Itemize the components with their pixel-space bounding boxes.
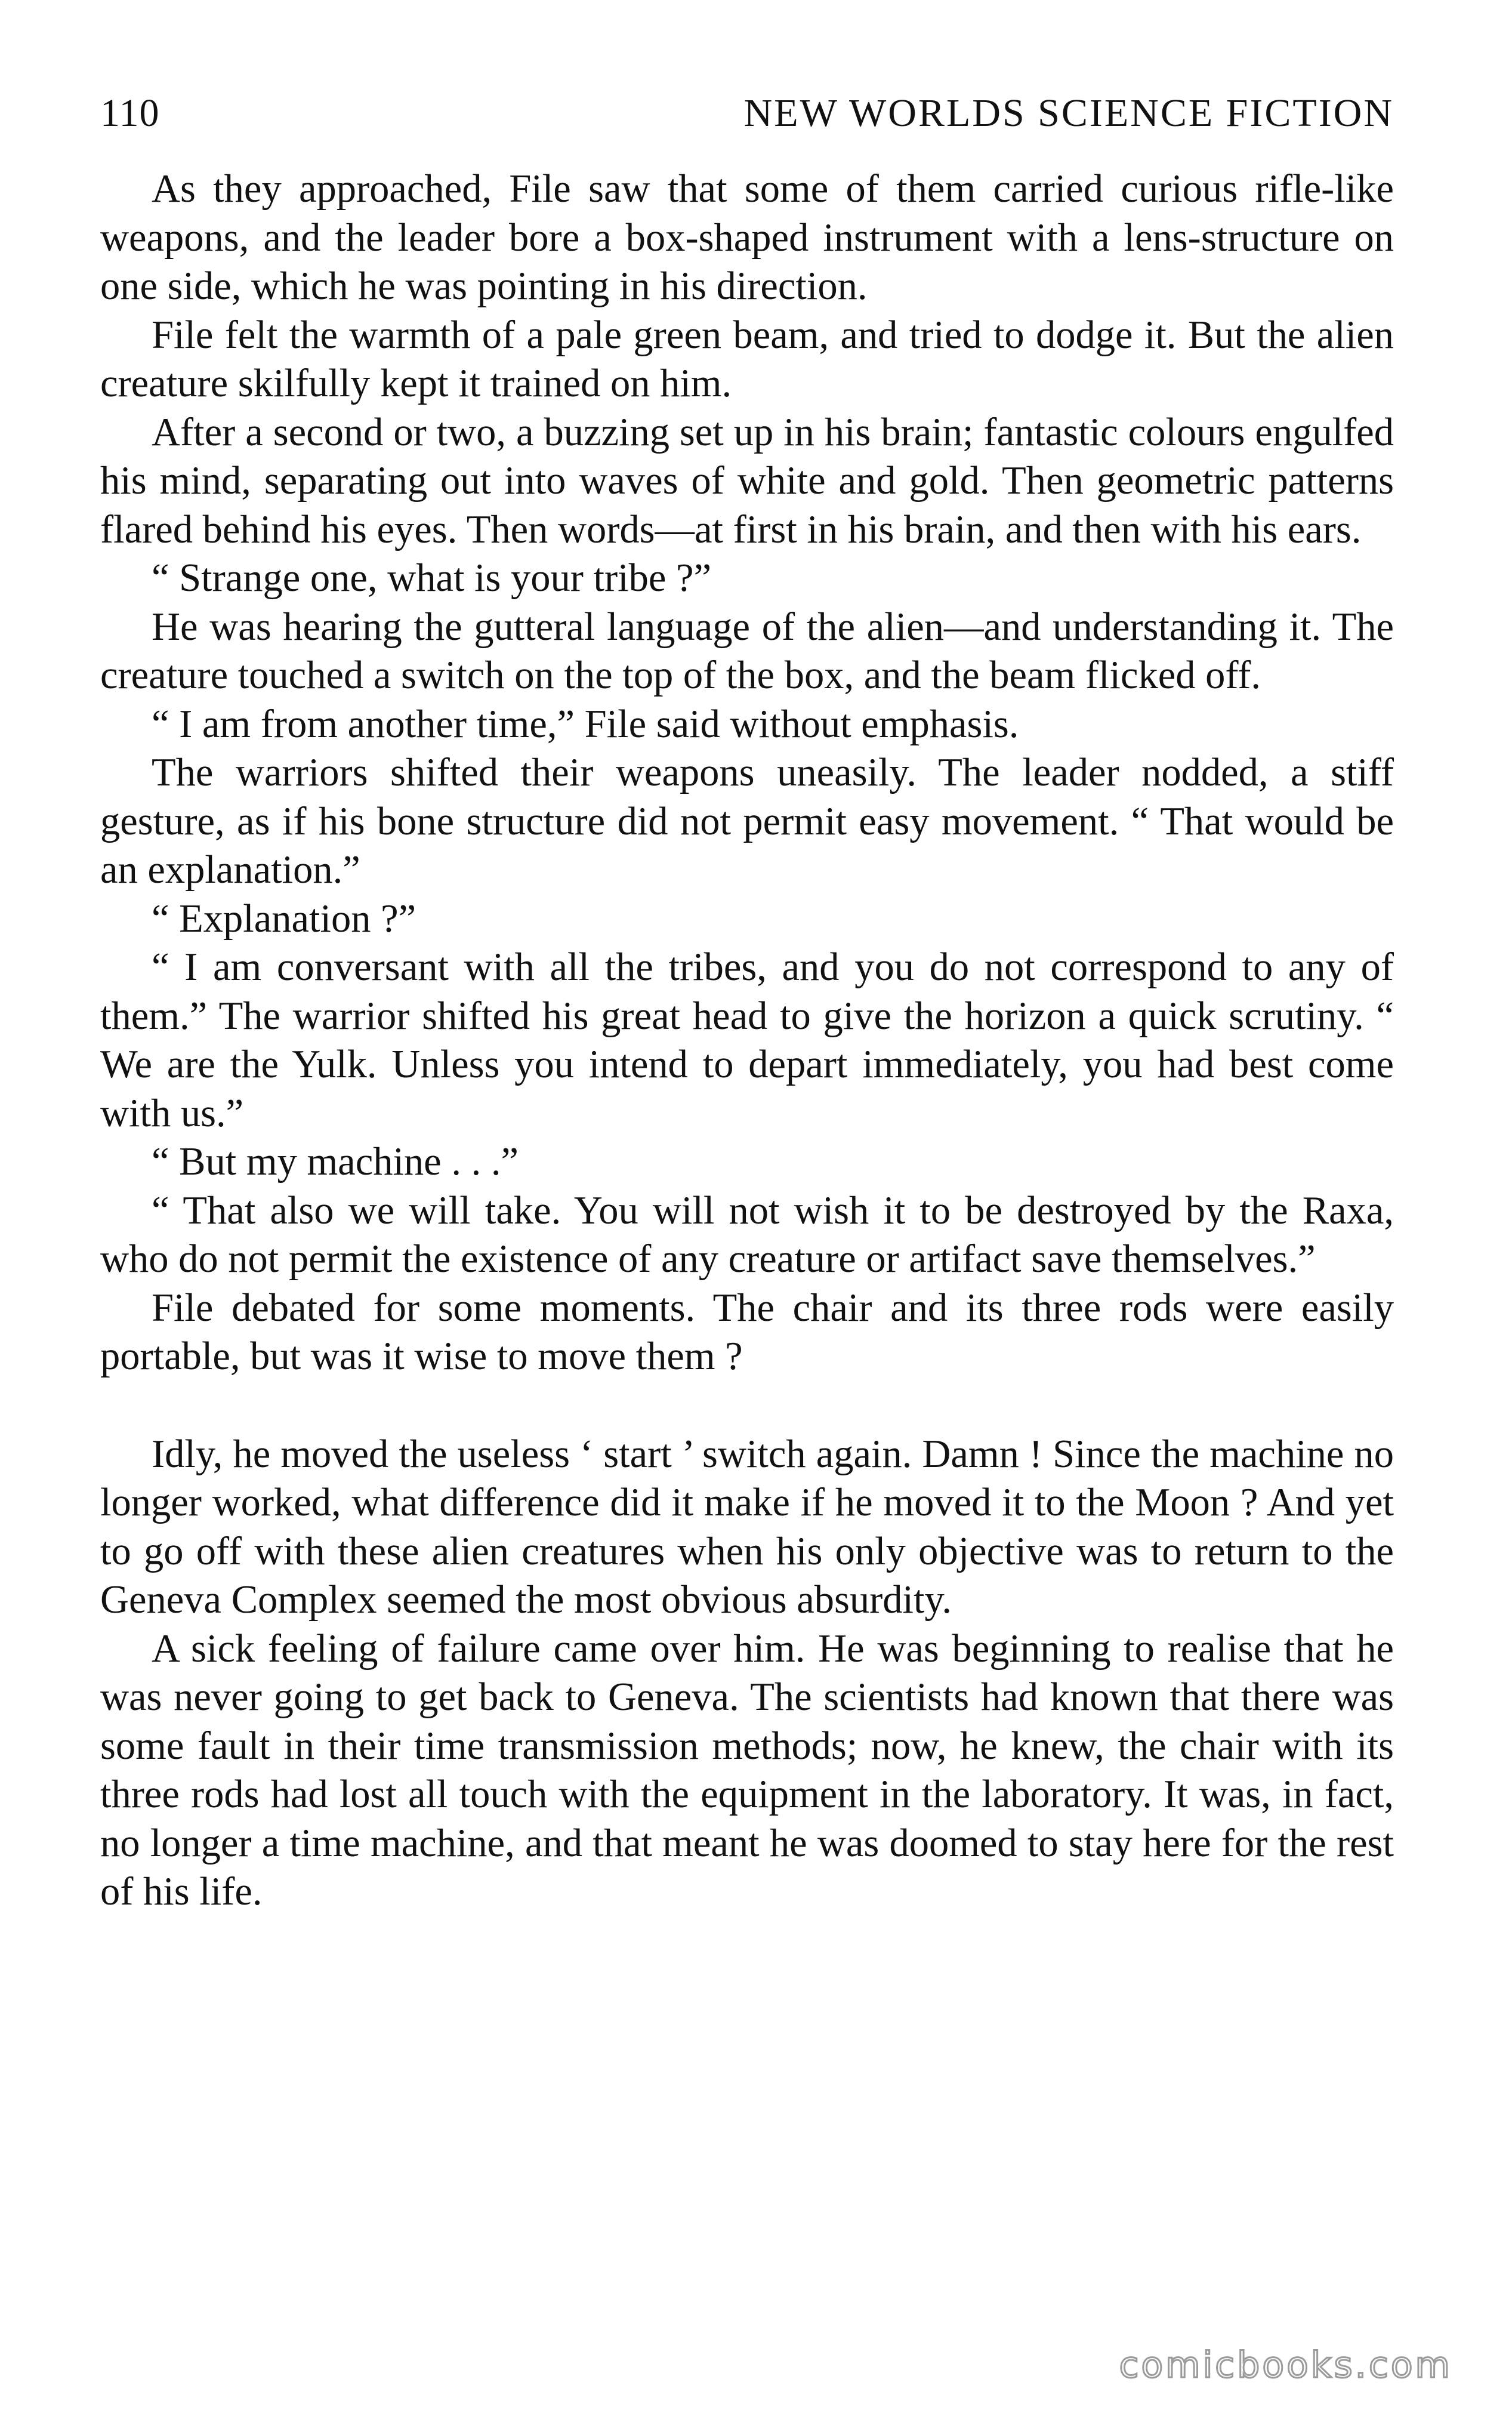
paragraph: Idly, he moved the useless ‘ start ’ switch again. Damn ! Since the machine no longer worked, what difference did it make if he moved it to the Moon ? And yet to go off with these alien creatures when his only objective was to return to the Geneva Complex seemed the most obvious absurdity. [100, 1432, 1394, 1622]
paragraph: File debated for some moments. The chair and its three rods were easily portable, but was it wise to move them ? [100, 1286, 1394, 1378]
paragraph: “ I am conversant with all the tribes, and you do not correspond to any of them.” The warrior shifted his great head to give the horizon a quick scrutiny. “ We are the Yulk. Unless you intend to depart immediately, you had best come with us.” [100, 945, 1394, 1135]
paragraph: A sick feeling of failure came over him. He was beginning to realise that he was never going to get back to Geneva. The scientists had known that there was some fault in their time transmission methods; now, he knew, the chair with its three rods had lost all touch with the equipment in the laboratory. It was, in fact, no longer a time machine, and that meant he was doomed to stay here for the rest of his life. [100, 1626, 1394, 1913]
paragraph: The warriors shifted their weapons uneasily. The leader nodded, a stiff gesture, as if his bone structure did not permit easy movement. “ That would be an explanation.” [100, 751, 1394, 892]
page [100, 90, 1394, 1916]
paragraph: After a second or two, a buzzing set up in his brain; fantastic colours engulfed his mind, separating out into waves of white and gold. Then geometric patterns flared behind his eyes. Then words—at first in his brain, and then with his ears. [100, 410, 1394, 551]
paragraph: He was hearing the gutteral language of the alien—and understanding it. The creature touched a switch on the top of the box, and the beam flicked off. [100, 605, 1394, 697]
watermark: comicbooks.com [1119, 2344, 1452, 2386]
paragraph: “ Strange one, what is your tribe ?” [152, 556, 712, 600]
page-header [100, 90, 1394, 137]
paragraph: File felt the warmth of a pale green beam, and tried to dodge it. But the alien creature skilfully kept it trained on him. [100, 313, 1394, 405]
paragraph: “ I am from another time,” File said without emphasis. [152, 702, 1019, 746]
paragraph: “ Explanation ?” [152, 896, 416, 941]
story-text [100, 165, 1394, 1916]
page-number: 110 [100, 91, 160, 135]
paragraph: “ But my machine . . .” [152, 1140, 519, 1184]
paragraph: “ That also we will take. You will not wish it to be destroyed by the Raxa, who do not permit the existence of any creature or artifact save themselves.” [100, 1188, 1394, 1281]
paragraph: As they approached, File saw that some of them carried curious rifle-like weapons, and the leader bore a box-shaped instrument with a lens-structure on one side, which he was pointing in his direction. [100, 167, 1394, 308]
running-title: NEW WORLDS SCIENCE FICTION [743, 91, 1394, 135]
